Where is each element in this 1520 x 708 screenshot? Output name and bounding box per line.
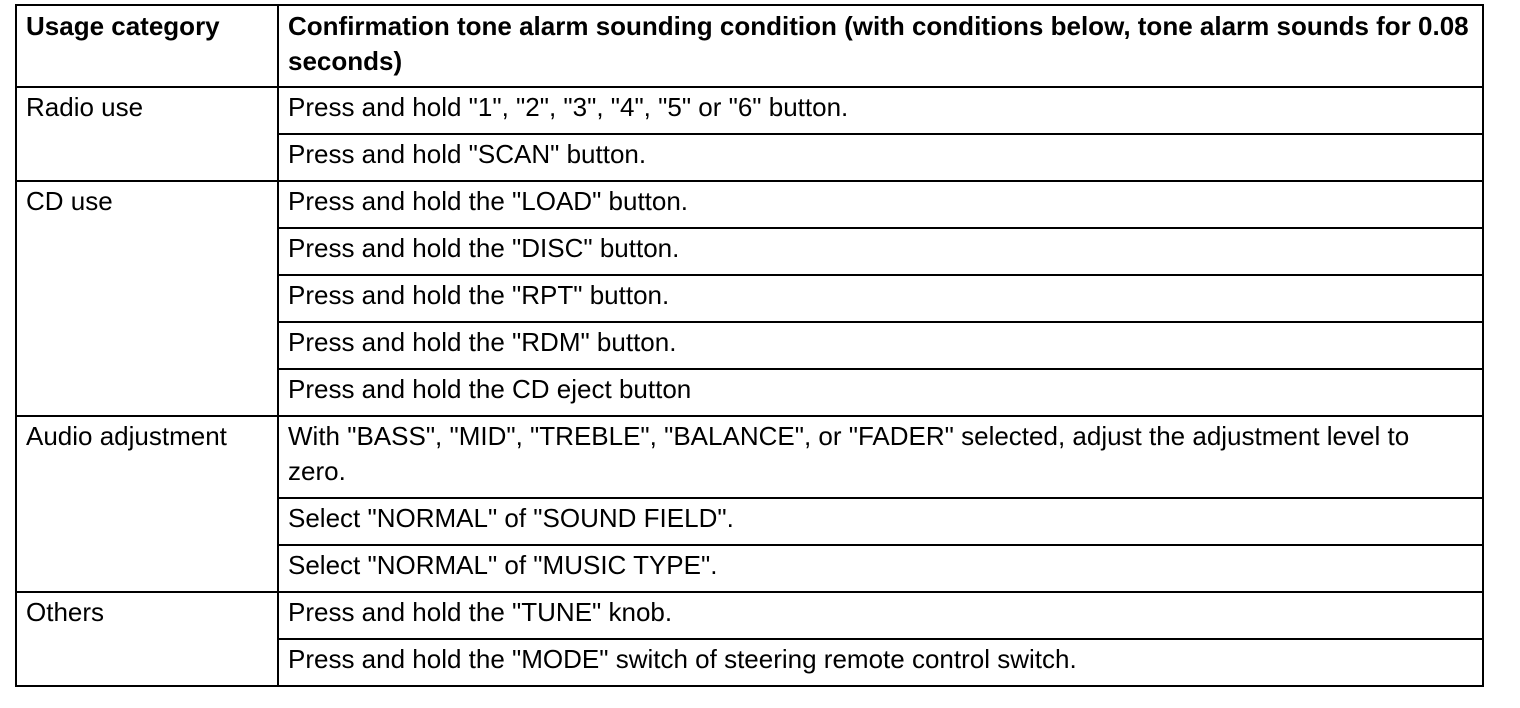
header-condition: Confirmation tone alarm sounding condition (with conditions below, tone alarm sounds for 0.08 seconds) [278, 5, 1483, 87]
category-cell-radio-use: Radio use [16, 87, 278, 181]
condition-cell: Select "NORMAL" of "SOUND FIELD". [278, 498, 1483, 545]
condition-cell: Press and hold the "RDM" button. [278, 322, 1483, 369]
condition-cell: Press and hold the "RPT" button. [278, 275, 1483, 322]
condition-cell: With "BASS", "MID", "TREBLE", "BALANCE", or "FADER" selected, adjust the adjustment level to zero. [278, 416, 1483, 498]
condition-cell: Select "NORMAL" of "MUSIC TYPE". [278, 545, 1483, 592]
condition-cell: Press and hold "1", "2", "3", "4", "5" or "6" button. [278, 87, 1483, 134]
condition-cell: Press and hold the "DISC" button. [278, 228, 1483, 275]
condition-cell: Press and hold the "MODE" switch of steering remote control switch. [278, 639, 1483, 686]
category-cell-others: Others [16, 592, 278, 686]
tone-alarm-table [15, 4, 1484, 687]
condition-cell: Press and hold the CD eject button [278, 369, 1483, 416]
table-row [16, 87, 1483, 134]
table-row [16, 416, 1483, 498]
header-row [16, 5, 1483, 87]
table-row [16, 181, 1483, 228]
category-cell-audio-adjustment: Audio adjustment [16, 416, 278, 592]
table-row [16, 592, 1483, 639]
category-cell-cd-use: CD use [16, 181, 278, 416]
condition-cell: Press and hold the "LOAD" button. [278, 181, 1483, 228]
condition-cell: Press and hold the "TUNE" knob. [278, 592, 1483, 639]
header-usage-category: Usage category [16, 5, 278, 87]
condition-cell: Press and hold "SCAN" button. [278, 134, 1483, 181]
